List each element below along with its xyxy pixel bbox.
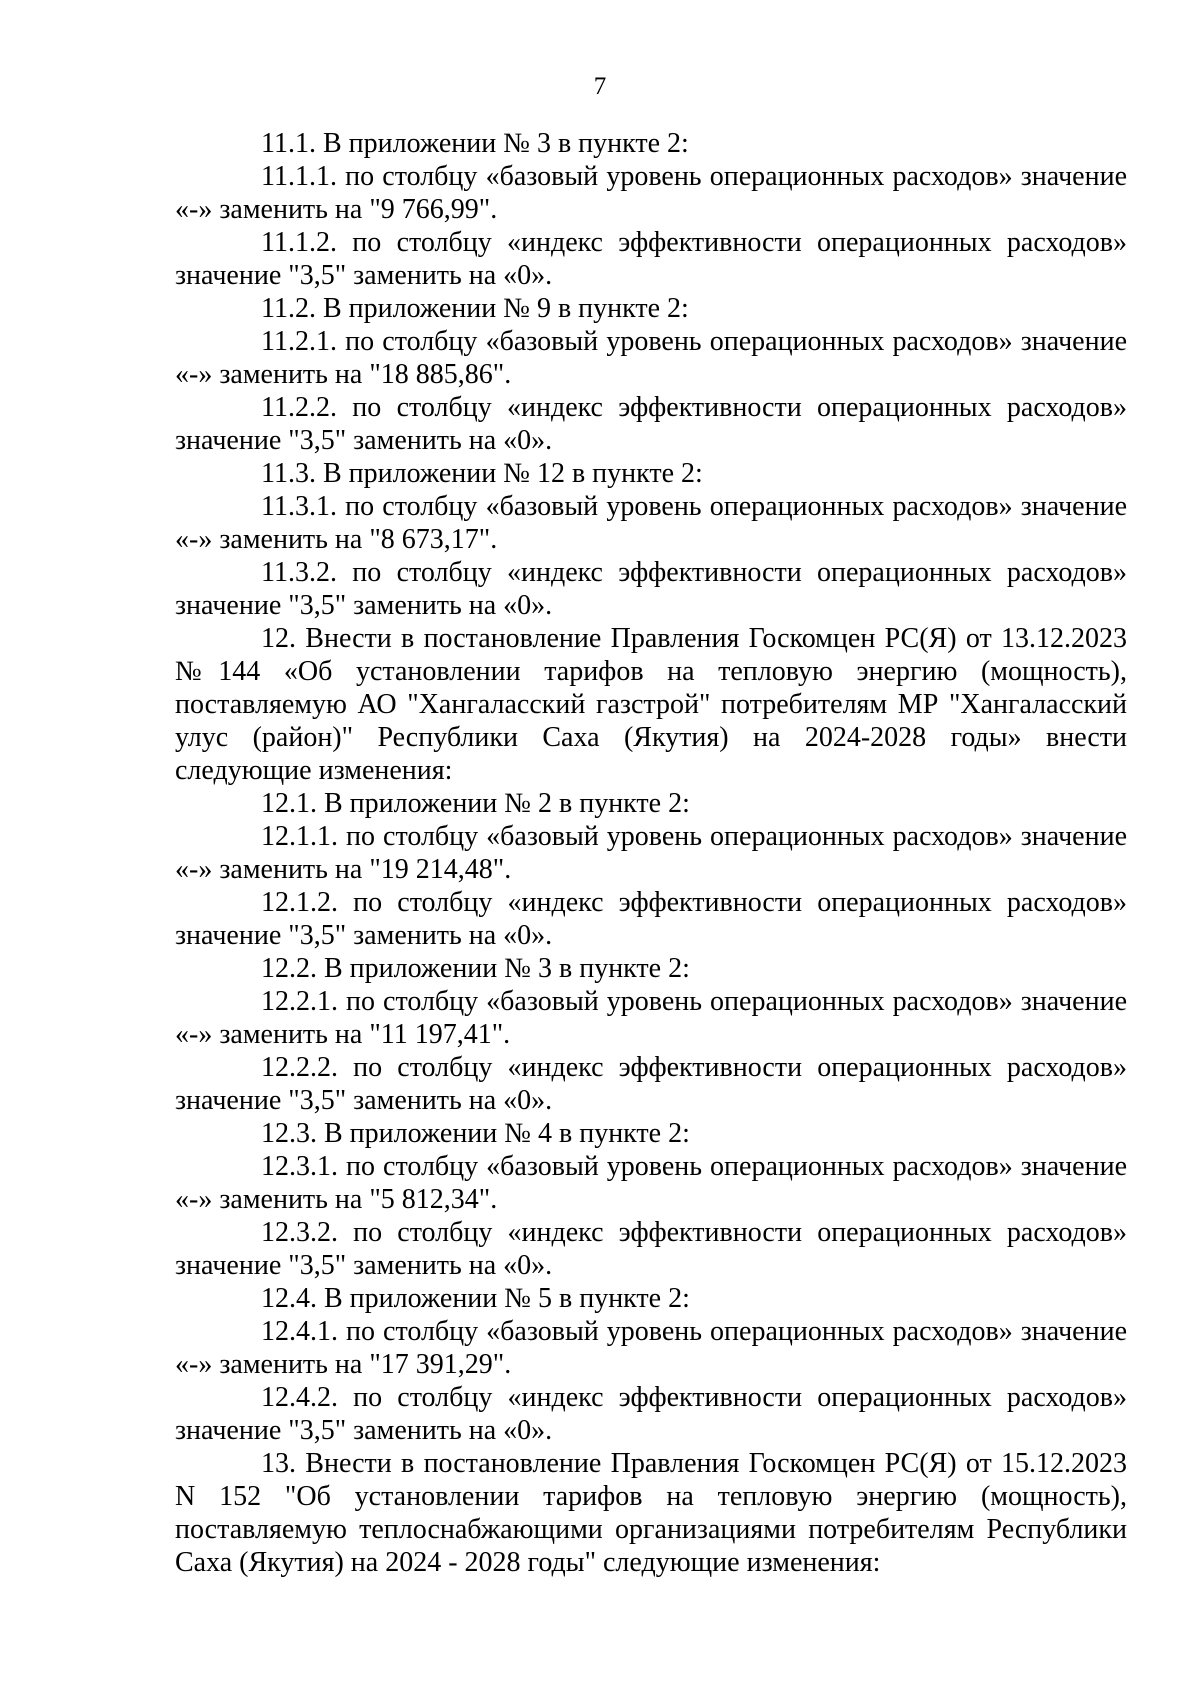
- paragraph-12-3: 12.3. В приложении № 4 в пункте 2:: [261, 1118, 690, 1149]
- paragraph-11-2-1: 11.2.1. по столбцу «базовый уровень операционных расходов» значение «-» заменить на "18 885,86".: [175, 326, 1127, 390]
- paragraph-11-3: 11.3. В приложении № 12 в пункте 2:: [261, 458, 703, 489]
- paragraph-11-1-2: 11.1.2. по столбцу «индекс эффективности операционных расходов» значение "3,5" заменить на «0».: [175, 227, 1127, 291]
- paragraph-11-1: 11.1. В приложении № 3 в пункте 2:: [261, 128, 689, 159]
- paragraph-12-1-2: 12.1.2. по столбцу «индекс эффективности операционных расходов» значение "3,5" заменить на «0».: [175, 887, 1127, 951]
- paragraph-11-1-1: 11.1.1. по столбцу «базовый уровень операционных расходов» значение «-» заменить на "9 766,99".: [175, 161, 1127, 225]
- paragraph-12-4-2: 12.4.2. по столбцу «индекс эффективности операционных расходов» значение "3,5" заменить на «0».: [175, 1382, 1127, 1446]
- paragraph-12-2-2: 12.2.2. по столбцу «индекс эффективности операционных расходов» значение "3,5" заменить на «0».: [175, 1052, 1127, 1116]
- paragraph-12-3-2: 12.3.2. по столбцу «индекс эффективности операционных расходов» значение "3,5" заменить на «0».: [175, 1217, 1127, 1281]
- paragraph-12: 12. Внести в постановление Правления Госкомцен РС(Я) от 13.12.2023 №144 «Об установлении тарифов на тепловую энергию (мощность), поставляемую АО "Хангаласский газстрой" потребителям МР "Хангаласский улус (район)" Республики Саха (Якутия) на 2024-2028 годы» внести следующие изменения:: [175, 623, 1127, 786]
- paragraph-12-2: 12.2. В приложении № 3 в пункте 2:: [261, 953, 690, 984]
- paragraph-13: 13. Внести в постановление Правления Госкомцен РС(Я) от 15.12.2023 N 152 "Об установлении тарифов на тепловую энергию (мощность), поставляемую теплоснабжающими организациями потребителям Республики Саха (Якутия) на 2024 - 2028 годы" следующие изменения:: [175, 1448, 1127, 1578]
- paragraph-12-1-1: 12.1.1. по столбцу «базовый уровень операционных расходов» значение «-» заменить на "19 214,48".: [175, 821, 1127, 885]
- page-number: 7: [593, 73, 607, 100]
- document-body: [175, 127, 1127, 1579]
- paragraph-12-2-1: 12.2.1. по столбцу «базовый уровень операционных расходов» значение «-» заменить на "11 197,41".: [175, 986, 1127, 1050]
- paragraph-11-2: 11.2. В приложении № 9 в пункте 2:: [261, 293, 689, 324]
- paragraph-11-2-2: 11.2.2. по столбцу «индекс эффективности операционных расходов» значение "3,5" заменить на «0».: [175, 392, 1127, 456]
- paragraph-11-3-2: 11.3.2. по столбцу «индекс эффективности операционных расходов» значение "3,5" заменить на «0».: [175, 557, 1127, 621]
- paragraph-12-4-1: 12.4.1. по столбцу «базовый уровень операционных расходов» значение «-» заменить на "17 391,29".: [175, 1316, 1127, 1380]
- paragraph-12-3-1: 12.3.1. по столбцу «базовый уровень операционных расходов» значение «-» заменить на "5 812,34".: [175, 1151, 1127, 1215]
- paragraph-11-3-1: 11.3.1. по столбцу «базовый уровень операционных расходов» значение «-» заменить на "8 673,17".: [175, 491, 1127, 555]
- paragraph-12-4: 12.4. В приложении № 5 в пункте 2:: [261, 1283, 690, 1314]
- paragraph-12-1: 12.1. В приложении № 2 в пункте 2:: [261, 788, 690, 819]
